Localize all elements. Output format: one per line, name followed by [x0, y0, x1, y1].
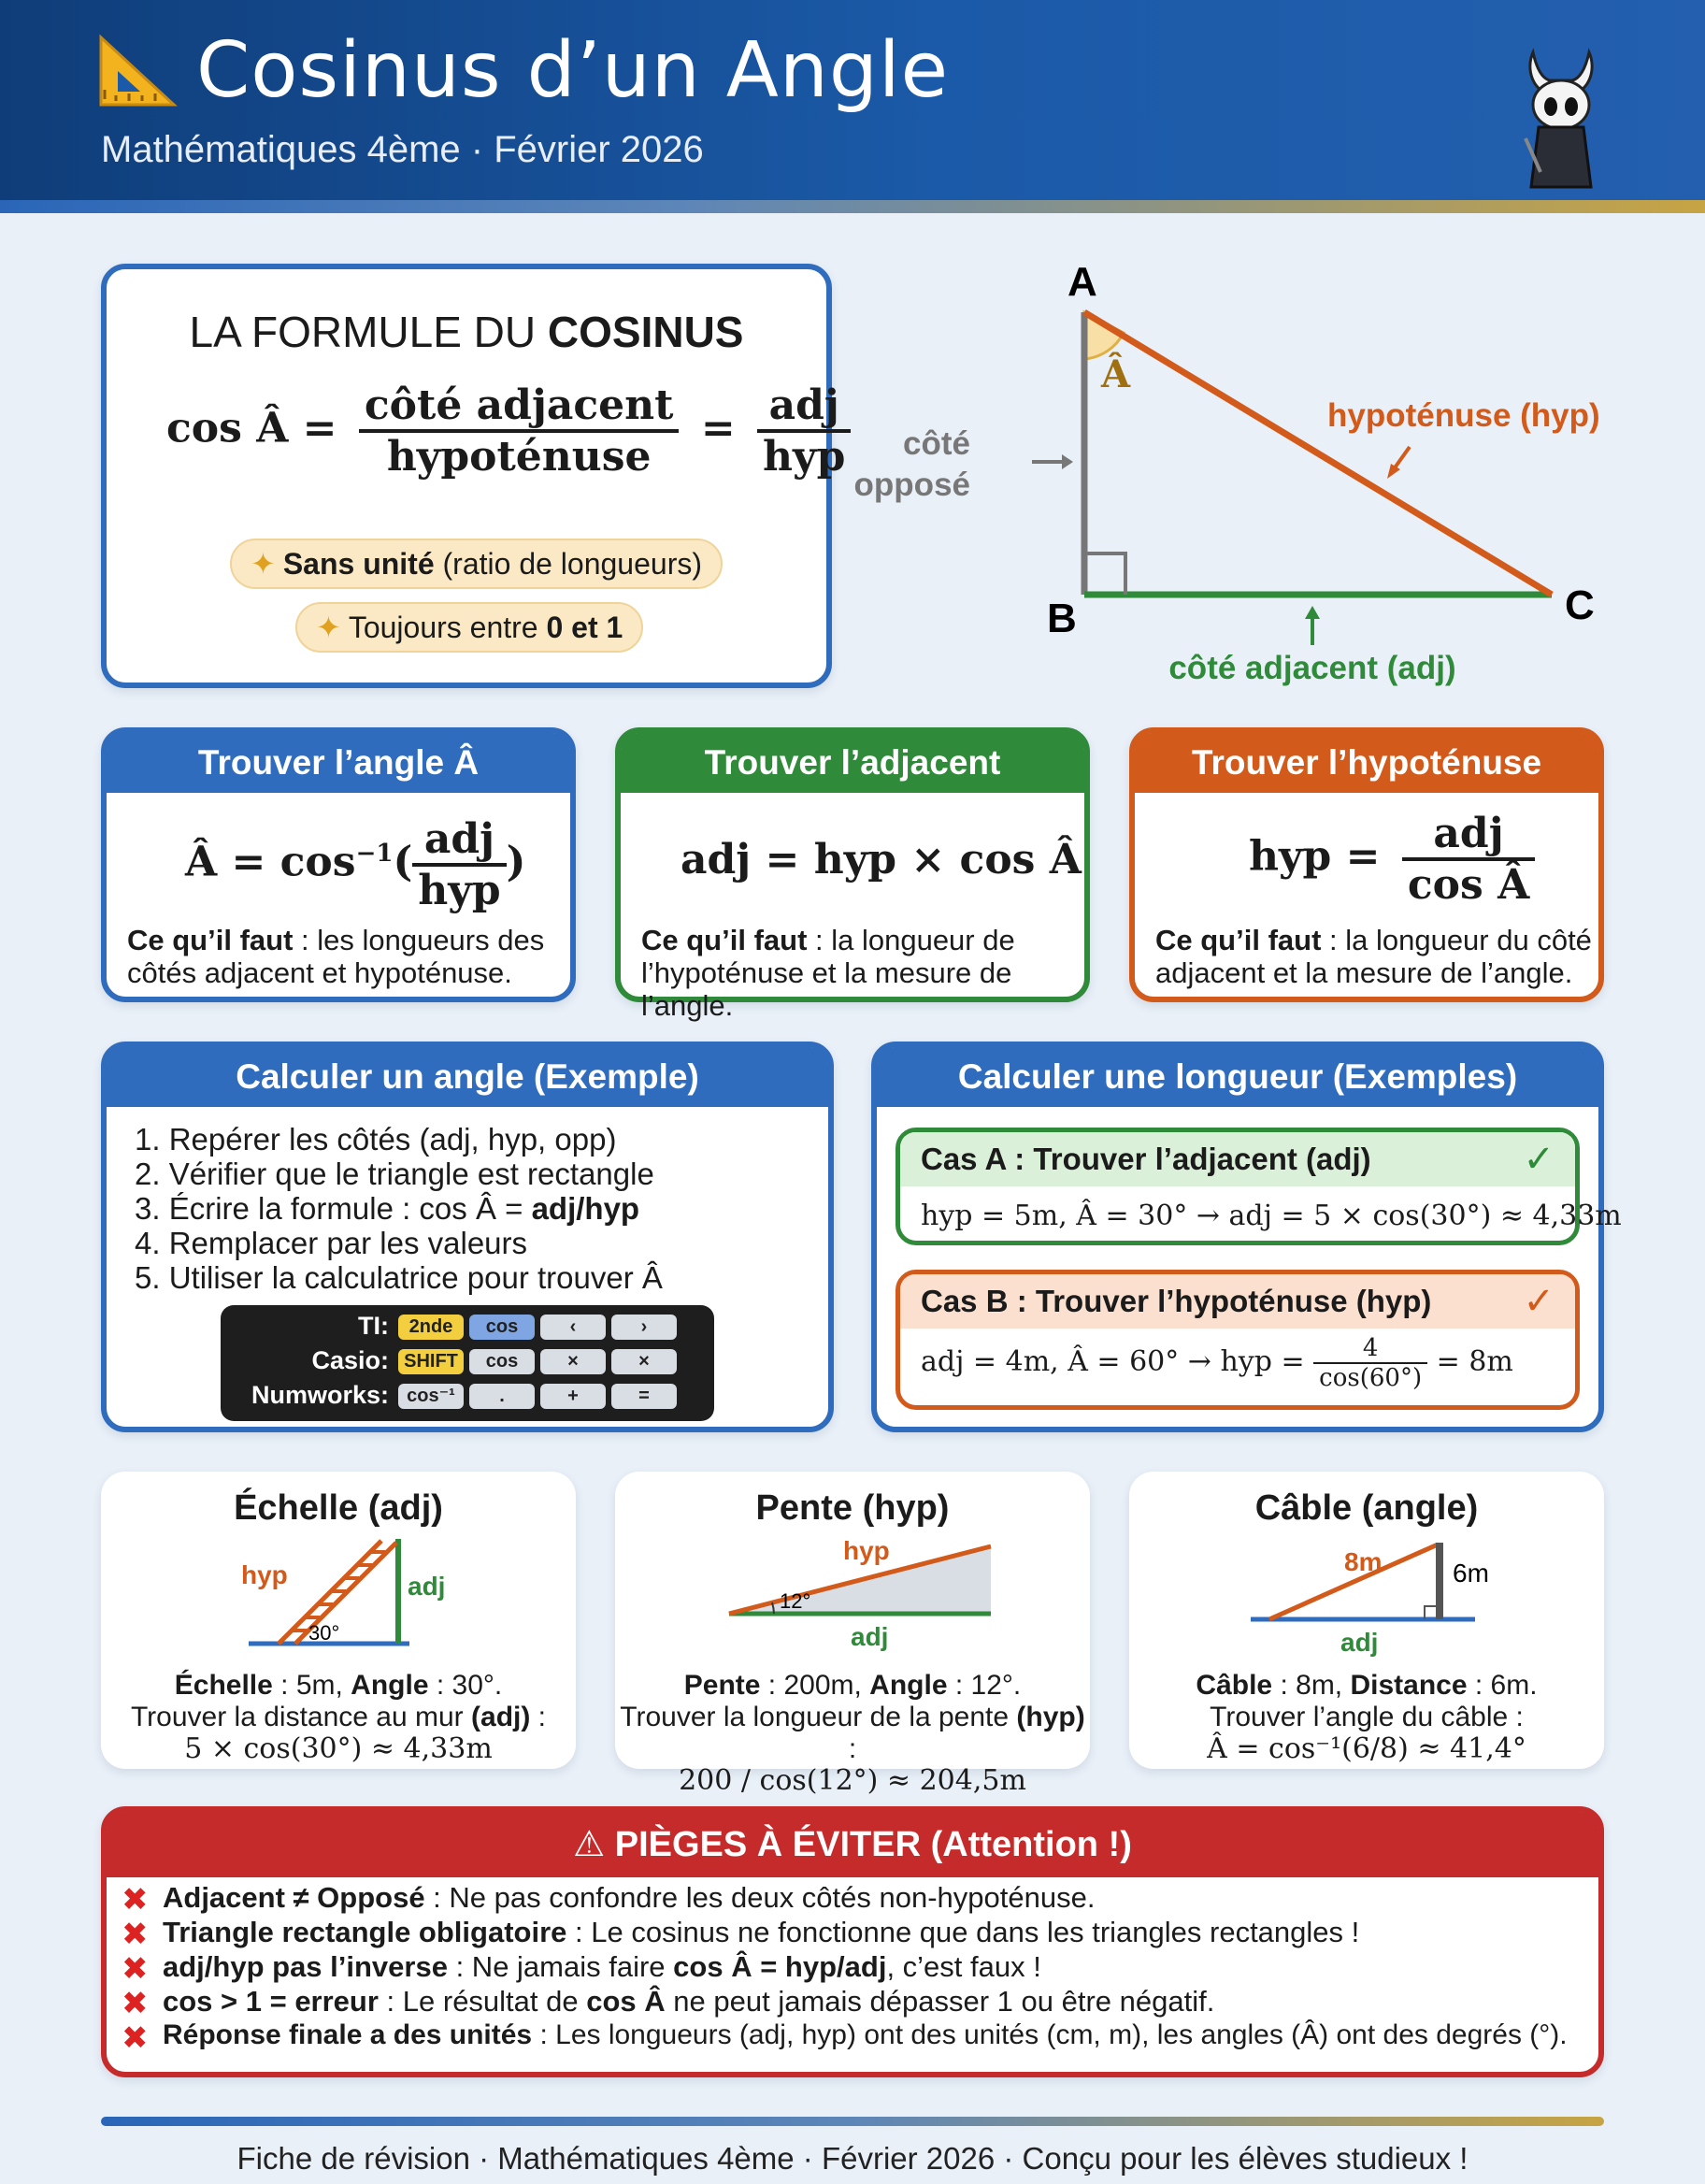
cross-icon: ✖ — [122, 2020, 149, 2056]
formula-denominator: hypoténuse — [359, 429, 680, 481]
cable-diagram — [1241, 1535, 1503, 1657]
find-angle-note: Ce qu’il faut : les longueurs des côtés adjacent et hypoténuse. — [127, 924, 545, 989]
cross-icon: ✖ — [122, 1882, 149, 1918]
example-ladder-card — [101, 1472, 576, 1769]
sparkle-icon: ✦ — [316, 611, 341, 644]
formula-heading: LA FORMULE DU COSINUS — [189, 308, 744, 356]
find-adjacent-card — [615, 727, 1090, 1022]
find-angle-formula: Â = $\cos^{-1}$( $\frac{\text{adj}}{\text{hyp}}$ ) — [185, 815, 526, 914]
key-left: ‹ — [540, 1315, 606, 1340]
hypotenuse-label: hypoténuse (hyp) — [1327, 397, 1600, 434]
hyp-arrow-icon — [1387, 464, 1400, 479]
key-2nde: 2nde — [398, 1315, 464, 1340]
step-2: 2. Vérifier que le triangle est rectangle — [135, 1157, 654, 1191]
cross-icon: ✖ — [122, 1917, 149, 1952]
case-b-box — [895, 1270, 1580, 1410]
formula-card — [101, 264, 846, 688]
slope-angle-label: 12° — [780, 1589, 811, 1613]
angle-example-title: Calculer un angle (Exemple) — [107, 1047, 828, 1107]
ladder-hyp-label: hyp — [241, 1560, 288, 1589]
length-examples-card — [871, 1042, 1622, 1432]
right-triangle-diagram — [853, 252, 1617, 692]
key-cos: cos — [469, 1315, 535, 1340]
pitfall-item: cos > 1 = erreur : Le résultat de cos Â ne peut jamais dépasser 1 ou être négatif. — [163, 1985, 1215, 2018]
ladder-angle-label: 30° — [308, 1621, 340, 1645]
case-a-box — [895, 1128, 1622, 1245]
step-4: 4. Remplacer par les valeurs — [135, 1226, 528, 1260]
cable-hyp-label: 8m — [1344, 1547, 1383, 1576]
calc-numworks-label: Numworks: — [251, 1381, 389, 1409]
find-hypotenuse-card — [1129, 727, 1604, 1002]
case-b-title: Cas B : Trouver l’hypoténuse (hyp) — [900, 1274, 1575, 1329]
length-examples-title: Calculer une longueur (Exemples) — [877, 1047, 1598, 1107]
header-divider — [0, 200, 1705, 213]
key-arccos: cos⁻¹ — [398, 1384, 464, 1409]
pitfall-item: Triangle rectangle obligatoire : Le cosinus ne fonctionne que dans les triangles rectangles ! — [163, 1916, 1360, 1948]
cosine-formula: cos Â = $\frac{\text{côté adjacent}}{\text{hypoténuse}}$ = $\frac{\text{adj}}{\text{hyp}}$ — [166, 381, 851, 481]
adj-arrow-icon — [1305, 606, 1320, 619]
page-title: Cosinus d’un Angle — [196, 26, 950, 115]
cable-adj-label: adj — [1340, 1628, 1379, 1657]
example-cable-text: Câble : 8m, Distance : 6m. Trouver l’angle du câble : Â = cos⁻¹(6/8) ≈ 41,4° — [1196, 1670, 1538, 1765]
example-slope-card — [615, 1472, 1090, 1797]
find-angle-card — [101, 727, 576, 1002]
vertex-b: B — [1047, 596, 1077, 641]
find-adjacent-formula: adj = hyp × cos Â — [681, 836, 1082, 884]
page-header — [0, 0, 1705, 200]
pitfalls-title: ⚠ PIÈGES À ÉVITER (Attention !) — [107, 1812, 1598, 1877]
slope-hyp-label: hyp — [843, 1536, 890, 1565]
slope-diagram — [718, 1535, 998, 1657]
opposite-label-line1: côté — [903, 425, 970, 462]
opposite-label-line2: opposé — [853, 467, 970, 503]
cable-side-label: 6m — [1453, 1559, 1489, 1588]
key-dot: . — [469, 1384, 535, 1409]
key-cos: cos — [469, 1349, 535, 1374]
pitfall-item: Réponse finale a des unités : Les longueurs (adj, hyp) ont des unités (cm, m), les angles (Â) ont des degrés (°). — [163, 2019, 1568, 2050]
cross-icon: ✖ — [122, 1986, 149, 2021]
step-1: 1. Repérer les côtés (adj, hyp, opp) — [135, 1122, 617, 1157]
example-slope-title: Pente (hyp) — [755, 1488, 950, 1528]
example-ladder-text: Échelle : 5m, Angle : 30°. Trouver la distance au mur (adj) : 5 × cos(30°) ≈ 4,33m — [130, 1670, 547, 1765]
key-times: × — [611, 1349, 677, 1374]
example-cable-title: Câble (angle) — [1254, 1488, 1479, 1528]
case-a-body: hyp = 5m, Â = 30° → adj = 5 × cos(30°) ≈ 4,33m — [921, 1200, 1622, 1232]
formula-numerator: côté adjacent — [364, 381, 674, 429]
find-adjacent-note: Ce qu’il faut : la longueur de l’hypoténuse et la mesure de l’angle. — [641, 924, 1015, 1022]
find-hypotenuse-title: Trouver l’hypoténuse — [1135, 733, 1598, 793]
right-angle-mark — [1084, 553, 1125, 595]
ladder-adj-label: adj — [408, 1572, 446, 1601]
key-equals: = — [611, 1384, 677, 1409]
steps-list — [135, 1122, 663, 1295]
ladder-diagram — [241, 1533, 447, 1655]
case-a-title: Cas A : Trouver l’adjacent (adj) — [900, 1132, 1575, 1186]
page-subtitle: Mathématiques 4ème · Février 2026 — [101, 129, 704, 170]
hypotenuse-side — [1084, 312, 1552, 595]
key-shift: SHIFT — [398, 1349, 464, 1374]
example-ladder-title: Échelle (adj) — [234, 1488, 443, 1528]
find-hypotenuse-note: Ce qu’il faut : la longueur du côté adjacent et la mesure de l’angle. — [1155, 924, 1592, 989]
find-adjacent-title: Trouver l’adjacent — [621, 733, 1084, 793]
pitfall-item: adj/hyp pas l’inverse : Ne jamais faire cos Â = hyp/adj, c’est faux ! — [163, 1950, 1041, 1983]
angle-label: Â — [1101, 352, 1131, 396]
calculator-keys-panel — [221, 1305, 714, 1421]
calc-ti-label: TI: — [358, 1312, 389, 1340]
step-3: 3. Écrire la formule : cos Â = adj/hyp — [135, 1191, 640, 1226]
unitless-pill: ✦ Sans unité (ratio de longueurs) — [230, 539, 723, 589]
set-square-icon — [97, 34, 178, 108]
cross-icon: ✖ — [122, 1951, 149, 1987]
vertex-c: C — [1565, 582, 1595, 628]
footer-divider — [101, 2117, 1604, 2126]
key-times: × — [540, 1349, 606, 1374]
knight-mascot-icon — [1516, 41, 1606, 196]
range-pill: ✦ Toujours entre 0 et 1 — [295, 602, 643, 653]
adjacent-label: côté adjacent (adj) — [1168, 650, 1456, 686]
footer-text: Fiche de révision · Mathématiques 4ème · Février 2026 · Conçu pour les élèves studieux ! — [236, 2141, 1469, 2176]
case-b-body: adj = 4m, Â = 60° → hyp = $\frac{4}{\cos(60^\circ)}$ = 8m — [921, 1334, 1513, 1392]
step-5: 5. Utiliser la calculatrice pour trouver Â — [135, 1260, 663, 1295]
find-angle-title: Trouver l’angle Â — [107, 733, 570, 793]
find-hypotenuse-formula: hyp = $\frac{\text{adj}}{\text{cos Â}}$ — [1249, 810, 1535, 909]
example-cable-card — [1129, 1472, 1604, 1769]
slope-adj-label: adj — [851, 1622, 889, 1651]
key-plus: + — [540, 1384, 606, 1409]
key-right: › — [611, 1315, 677, 1340]
vertex-a: A — [1067, 259, 1097, 305]
sparkle-icon: ✦ — [251, 547, 276, 581]
pitfall-item: Adjacent ≠ Opposé : Ne pas confondre les deux côtés non-hypoténuse. — [163, 1881, 1096, 1914]
opp-arrow-icon — [1062, 454, 1073, 469]
check-icon: ✓ — [1523, 1281, 1555, 1322]
calc-casio-label: Casio: — [311, 1346, 389, 1374]
check-icon: ✓ — [1523, 1139, 1555, 1180]
example-slope-text: Pente : 200m, Angle : 12°. Trouver la longueur de la pente (hyp) : 200 / cos(12°) ≈ 204,5m — [620, 1670, 1085, 1797]
